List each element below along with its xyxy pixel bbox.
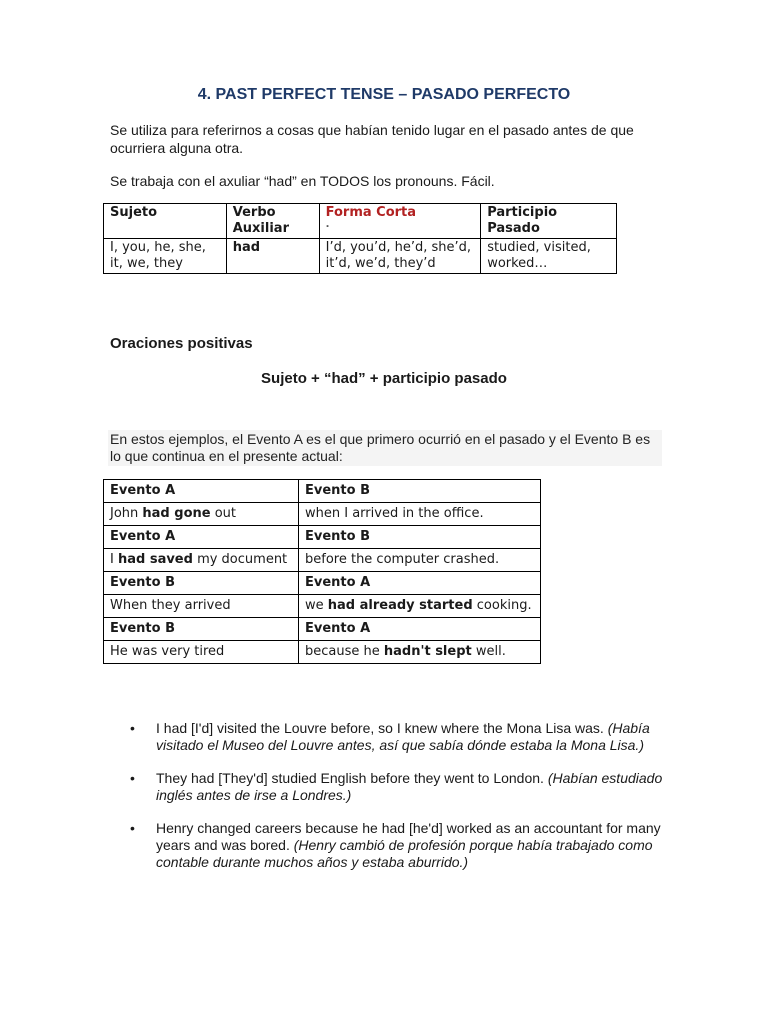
event-label-row	[104, 526, 541, 549]
event-sentence-row	[104, 549, 541, 572]
example-item	[130, 820, 670, 871]
header-participio-pasado: Participio Pasado	[481, 204, 617, 239]
sentence-text: we	[305, 598, 328, 613]
cell-auxiliary: had	[226, 239, 319, 274]
sentence-text: well.	[471, 644, 506, 659]
sentence-text: cooking.	[472, 598, 532, 613]
sentence-verb: had saved	[117, 552, 193, 567]
event-label-cell: Evento B	[299, 480, 541, 503]
event-sentence-row	[104, 595, 541, 618]
example-sentence: They had [They'd] studied English before they went to London.	[156, 770, 548, 786]
event-sentence-cell	[104, 641, 299, 664]
auxiliary-table-header-row	[104, 204, 617, 239]
event-label-row	[104, 618, 541, 641]
header-sujeto: Sujeto	[104, 204, 227, 239]
sentence-verb: had already started	[327, 598, 473, 613]
event-label-cell: Evento B	[104, 572, 299, 595]
example-translation: (Habían estudiado inglés antes de irse a Londres.)	[156, 770, 663, 803]
header-dot: .	[325, 219, 330, 230]
sentence-text: my document	[192, 552, 288, 567]
event-sentence-cell	[299, 503, 541, 526]
section-heading: Oraciones positivas	[110, 335, 253, 352]
events-table	[103, 479, 541, 664]
event-sentence-row	[104, 641, 541, 664]
example-translation: (Había visitado el Museo del Louvre antes, así que sabía dónde estaba la Mona Lisa.)	[156, 720, 650, 753]
event-label-cell: Evento A	[299, 618, 541, 641]
event-label-cell: Evento A	[299, 572, 541, 595]
formula-heading: Sujeto + “had” + participio pasado	[261, 370, 507, 387]
bullet-glyph: •	[130, 770, 135, 786]
events-note: En estos ejemplos, el Evento A es el que primero ocurrió en el pasado y el Evento B es lo que continua en el presente actual:	[108, 430, 662, 466]
events-table-body	[104, 480, 541, 664]
event-sentence-cell	[104, 503, 299, 526]
example-sentence: Henry changed careers because he had [he'd] worked as an accountant for many years and was bored.	[156, 820, 661, 853]
event-label-row	[104, 480, 541, 503]
event-label-row	[104, 572, 541, 595]
event-label-cell: Evento B	[299, 526, 541, 549]
event-label-cell: Evento A	[104, 480, 299, 503]
bullet-glyph: •	[130, 720, 135, 736]
example-list	[130, 720, 670, 887]
cell-participles: studied, visited, worked…	[481, 239, 617, 274]
sentence-text: when I arrived in the office.	[305, 506, 484, 521]
event-sentence-cell	[299, 595, 541, 618]
event-sentence-cell	[299, 549, 541, 572]
sentence-text: He was very tired	[110, 644, 225, 659]
auxiliary-table	[103, 203, 617, 274]
cell-short-forms: I’d, you’d, he’d, she’d, it’d, we’d, they’d	[319, 239, 481, 274]
event-sentence-cell	[104, 595, 299, 618]
header-forma-corta	[319, 204, 481, 239]
example-translation: (Henry cambió de profesión porque había trabajado como contable durante muchos años y estaba aburrido.)	[156, 837, 653, 870]
sentence-verb: had gone	[142, 506, 211, 521]
example-sentence: I had [I'd] visited the Louvre before, so I knew where the Mona Lisa was.	[156, 720, 608, 736]
event-sentence-row	[104, 503, 541, 526]
sentence-text: out	[210, 506, 237, 521]
auxiliary-table-row	[104, 239, 617, 274]
header-verbo-auxiliar: Verbo Auxiliar	[226, 204, 319, 239]
sentence-text: because he	[305, 644, 384, 659]
event-sentence-cell	[299, 641, 541, 664]
example-item	[130, 770, 670, 804]
page-title: 4. PAST PERFECT TENSE – PASADO PERFECTO	[197, 86, 571, 103]
intro-paragraph-1: Se utiliza para referirnos a cosas que habían tenido lugar en el pasado antes de que ocurriera alguna otra.	[110, 122, 634, 156]
sentence-text: before the computer crashed.	[305, 552, 500, 567]
bullet-glyph: •	[130, 820, 135, 836]
event-label-cell: Evento A	[104, 526, 299, 549]
sentence-verb: hadn't slept	[383, 644, 472, 659]
header-forma-corta-label: Forma Corta	[325, 205, 417, 220]
event-sentence-cell	[104, 549, 299, 572]
sentence-text: John	[110, 506, 143, 521]
event-label-cell: Evento B	[104, 618, 299, 641]
example-item	[130, 720, 670, 754]
sentence-text: When they arrived	[110, 598, 231, 613]
intro-paragraph-2: Se trabaja con el axuliar “had” en TODOS los pronouns. Fácil.	[110, 173, 495, 189]
sentence-text: I	[110, 552, 118, 567]
cell-subjects: I, you, he, she, it, we, they	[104, 239, 227, 274]
